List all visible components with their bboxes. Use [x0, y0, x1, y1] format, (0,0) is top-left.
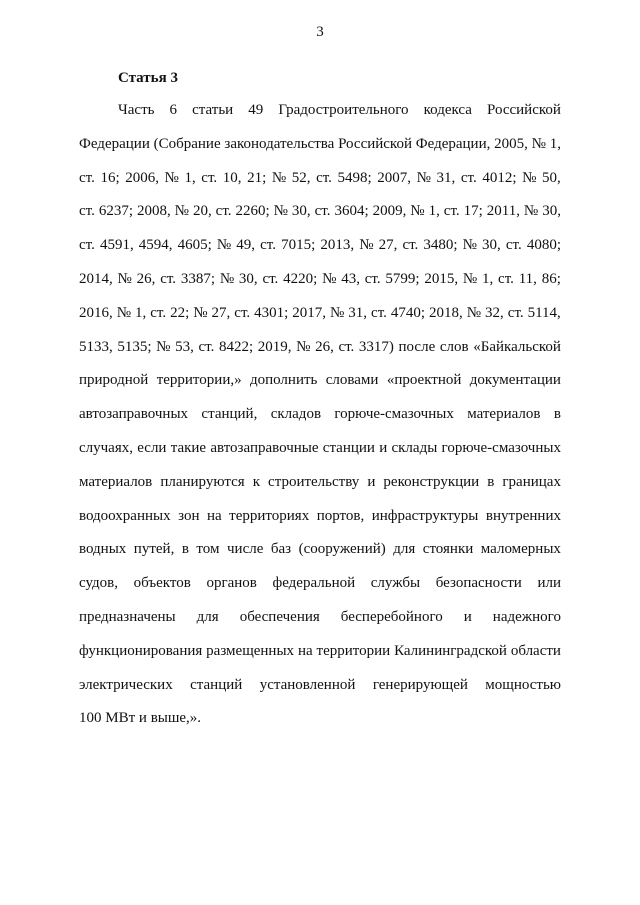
word: № [359, 237, 374, 254]
word: 10, [222, 169, 242, 186]
word: 2007, [377, 169, 412, 186]
word: 43, [341, 271, 360, 287]
word: баз [270, 541, 292, 558]
word: ст. [215, 203, 232, 220]
word: 20, [192, 203, 212, 220]
word: 26, [136, 271, 156, 287]
word: 1, [184, 169, 196, 186]
word: 17; [463, 203, 483, 220]
word: № [156, 338, 171, 355]
text-line [79, 304, 561, 322]
word: ст. [314, 203, 331, 220]
word: 4301; [254, 304, 289, 321]
text-line [79, 338, 561, 356]
word: 6237; [98, 203, 133, 220]
word: ст. [338, 338, 355, 355]
word: 3480; [423, 237, 458, 254]
word: стоянки [422, 541, 474, 558]
word: зон [178, 507, 200, 524]
word: 2014, [79, 271, 113, 287]
word: размещенных [206, 642, 295, 659]
text-line [79, 540, 561, 558]
word: склады [391, 440, 438, 456]
word: 2019, [257, 338, 292, 355]
word: установленной [259, 676, 356, 693]
text-line [79, 574, 561, 592]
word: генерирующей [372, 676, 468, 693]
word: 30, [238, 271, 258, 287]
word: ст. [260, 237, 276, 254]
word: 30, [542, 203, 561, 220]
word: случаях, [79, 440, 133, 456]
word: № [322, 271, 337, 287]
word: 32, [485, 304, 504, 321]
word: 5799; [385, 271, 420, 287]
word: 1, [549, 135, 561, 152]
text-line [79, 709, 561, 727]
word: инфраструктуры [371, 507, 479, 524]
word: № [416, 169, 431, 186]
word: Федерации [79, 135, 150, 152]
word: законодательства [224, 135, 335, 152]
word: № [216, 237, 232, 254]
word: станций [190, 676, 243, 693]
word: 53, [175, 338, 194, 355]
text-line [79, 405, 561, 423]
word: и [367, 473, 376, 490]
word: 2009, [372, 203, 407, 220]
word: Российской [487, 102, 561, 118]
word: 27, [378, 237, 398, 254]
word: 5114, [527, 304, 561, 321]
word: бесперебойного [340, 609, 443, 625]
word: 4594, [138, 237, 173, 254]
text-line [118, 101, 561, 119]
word: в [487, 473, 495, 490]
word: границах [502, 473, 561, 490]
word: № [330, 304, 345, 321]
word: судов, [79, 575, 118, 592]
word: территории,» [156, 372, 242, 389]
word: 4605; [177, 237, 212, 254]
word: 21; [247, 169, 267, 186]
word: ст. [79, 169, 95, 186]
word: и [463, 609, 472, 625]
word: № [117, 271, 132, 287]
text-line [79, 439, 561, 457]
word: надежного [492, 609, 561, 625]
word: после [398, 338, 436, 355]
word: 4740; [390, 304, 426, 321]
word: если [137, 440, 167, 456]
text-line [79, 473, 561, 491]
word: № [193, 304, 208, 321]
word: территории [316, 642, 391, 659]
word: Российской [338, 135, 412, 152]
word: ст. [364, 271, 381, 287]
word: ст. [316, 169, 332, 186]
text-line [79, 676, 561, 694]
word: 30, [482, 237, 501, 254]
text-line [79, 236, 561, 254]
word: 5133, [79, 338, 113, 355]
word: Градостроительного [278, 102, 409, 118]
word: 1, [482, 271, 494, 287]
word: для [393, 541, 416, 558]
word: к [252, 473, 260, 490]
word: статьи [192, 102, 234, 118]
word: реконструкции [383, 473, 480, 490]
word: 1, [135, 304, 147, 321]
word: ст. [371, 304, 387, 321]
word: безопасности [435, 575, 522, 592]
word: автозаправочные [210, 440, 319, 456]
word: и [379, 440, 388, 456]
word: № [466, 304, 482, 321]
word: 3604; [334, 203, 369, 220]
word: Федерации, [415, 135, 491, 152]
word: станций, [201, 406, 258, 423]
word: для [196, 609, 219, 625]
word: объектов [133, 575, 191, 592]
word: № [523, 203, 539, 220]
word: Калининградской [394, 642, 507, 659]
word: ст. [262, 271, 279, 287]
word: материалов [79, 473, 153, 490]
word: внутренних [485, 507, 561, 524]
word: ст. [498, 271, 514, 287]
word: и [138, 710, 151, 727]
word: 3387; [180, 271, 216, 287]
word: словами [325, 372, 379, 389]
word: 6 [169, 102, 178, 118]
word: 4080; [526, 237, 561, 254]
word: на [206, 507, 222, 524]
word: № [531, 135, 546, 152]
word: № [271, 169, 287, 186]
word: «проектной [386, 372, 462, 389]
word: функционирования [79, 642, 203, 659]
word: маломерных [480, 541, 561, 558]
word: «Байкальской [473, 338, 561, 355]
word: строительству [268, 473, 360, 490]
word: 1, [428, 203, 440, 220]
word: обеспечения [239, 609, 320, 625]
word: 16; [100, 169, 120, 186]
word: ст. [460, 169, 477, 186]
word: 50, [542, 169, 561, 186]
word: 5135; [117, 338, 152, 355]
word: ст. [198, 338, 215, 355]
word: слов [439, 338, 469, 355]
word: водных [79, 541, 127, 558]
word: 2015, [424, 271, 459, 287]
word: ст. [79, 203, 95, 220]
word: ст. [150, 304, 167, 321]
text-line [79, 507, 561, 525]
word: 2005, [494, 135, 528, 152]
word: № [462, 237, 477, 254]
word: 2013, [320, 237, 355, 254]
word: 31, [436, 169, 456, 186]
text-line [79, 135, 561, 153]
text-line [79, 608, 561, 626]
word: (сооружений) [298, 541, 386, 558]
word: в [553, 406, 561, 423]
word: горюче-смазочных [334, 406, 454, 423]
word: планируются [160, 473, 245, 490]
word: 4591, [99, 237, 134, 254]
text-line [79, 169, 561, 187]
text-line [79, 202, 561, 220]
word: путей, [133, 541, 175, 558]
word: 86; [541, 271, 561, 287]
word: МВт [105, 710, 139, 727]
word: 100 [79, 710, 106, 727]
word: 2017, [292, 304, 327, 321]
word: № [462, 271, 478, 287]
word: 4220; [283, 271, 318, 287]
word: автозаправочных [79, 406, 189, 423]
word: 11, [518, 271, 537, 287]
word: № [164, 169, 179, 186]
word: 31, [348, 304, 368, 321]
word: Часть [118, 102, 155, 118]
word: водоохранных [79, 507, 171, 524]
word: (Собрание [153, 135, 221, 152]
word: 4012; [482, 169, 517, 186]
word: природной [79, 372, 149, 389]
word: складов [270, 406, 322, 423]
word: документации [469, 372, 561, 389]
word: материалов [467, 406, 541, 423]
word: 22; [170, 304, 190, 321]
word: ст. [507, 304, 524, 321]
word: № [522, 169, 537, 186]
word: 8422; [218, 338, 254, 355]
word: федеральной [272, 575, 356, 592]
word: 2011, [486, 203, 520, 220]
word: № [219, 271, 235, 287]
word: или [537, 575, 561, 592]
word: 2008, [136, 203, 171, 220]
word: 49 [248, 102, 264, 118]
word: в [181, 541, 189, 558]
word: 3317) [358, 338, 394, 355]
text-line [79, 371, 561, 389]
word: дополнить [249, 372, 318, 389]
word: ст. [201, 169, 218, 186]
word: 5498; [337, 169, 372, 186]
word: числе [227, 541, 264, 558]
word: 2018, [429, 304, 463, 321]
word: том [196, 541, 220, 558]
word: № [296, 338, 311, 355]
word: органов [206, 575, 257, 592]
word: предназначены [79, 609, 176, 625]
text-line [79, 270, 561, 288]
word: области [510, 642, 561, 659]
word: № [174, 203, 189, 220]
word: 2006, [125, 169, 159, 186]
word: электрических [79, 676, 173, 693]
word: портов, [316, 507, 365, 524]
word: территориях [229, 507, 310, 524]
word: 27, [211, 304, 231, 321]
word: такие [170, 440, 207, 456]
word: горюче-смазочных [441, 440, 561, 456]
word: 52, [291, 169, 311, 186]
word: ст. [443, 203, 460, 220]
word: 7015; [281, 237, 316, 254]
word: 30, [291, 203, 311, 220]
word: службы [370, 575, 421, 592]
text-line [79, 642, 561, 660]
word: 26, [315, 338, 334, 355]
word: ст. [505, 237, 522, 254]
word: ст. [402, 237, 419, 254]
word: № [116, 304, 132, 321]
word: станции [322, 440, 375, 456]
word: выше,». [150, 710, 202, 727]
page-number: 3 [316, 24, 324, 40]
word: № [273, 203, 288, 220]
word: ст. [79, 237, 95, 254]
word: № [410, 203, 425, 220]
word: ст. [160, 271, 177, 287]
word: 2260; [235, 203, 270, 220]
word: 2016, [79, 304, 113, 321]
word: 49, [236, 237, 256, 254]
article-heading: Статья 3 [118, 70, 178, 86]
word: на [297, 642, 313, 659]
word: ст. [234, 304, 251, 321]
word: кодекса [423, 102, 472, 118]
word: мощностью [485, 676, 561, 693]
